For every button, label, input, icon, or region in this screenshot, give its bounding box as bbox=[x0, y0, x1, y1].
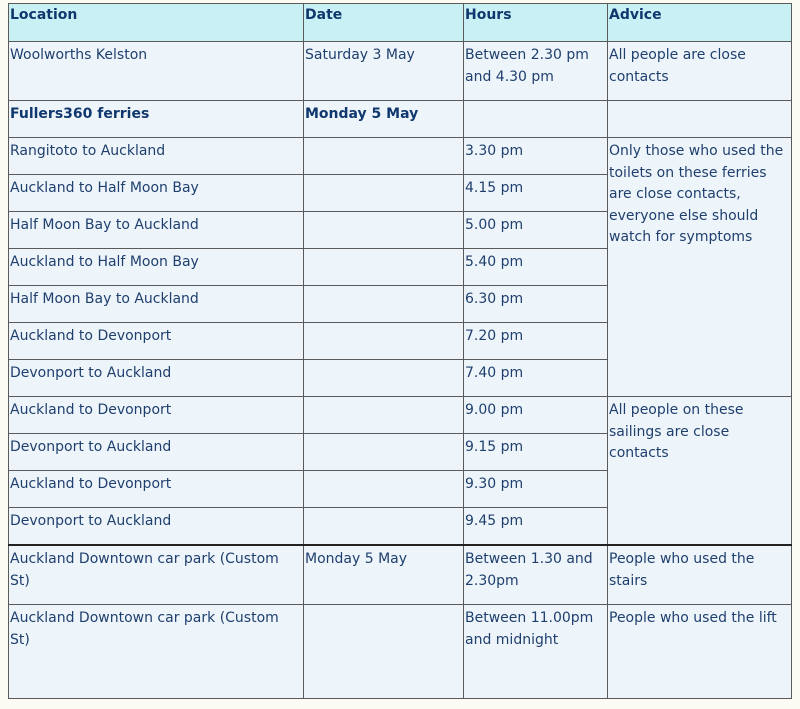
table-row bbox=[9, 397, 792, 434]
cell-hours: 6.30 pm bbox=[464, 286, 608, 323]
cell-advice: All people are close contacts bbox=[608, 42, 792, 101]
cell-date bbox=[304, 249, 464, 286]
cell-location: Half Moon Bay to Auckland bbox=[9, 286, 304, 323]
cell-hours: 9.45 pm bbox=[464, 508, 608, 546]
cell-location: Half Moon Bay to Auckland bbox=[9, 212, 304, 249]
cell-hours: 9.00 pm bbox=[464, 397, 608, 434]
cell-location: Devonport to Auckland bbox=[9, 508, 304, 546]
cell-advice bbox=[608, 101, 792, 138]
cell-hours: 9.30 pm bbox=[464, 471, 608, 508]
cell-advice: People who used the lift bbox=[608, 605, 792, 699]
cell-location: Auckland Downtown car park (Custom St) bbox=[9, 545, 304, 605]
table-row bbox=[9, 545, 792, 605]
cell-location: Woolworths Kelston bbox=[9, 42, 304, 101]
cell-location: Auckland to Devonport bbox=[9, 323, 304, 360]
cell-date: Monday 5 May bbox=[304, 545, 464, 605]
locations-of-interest-table bbox=[8, 3, 792, 699]
header-location: Location bbox=[9, 4, 304, 42]
cell-hours: Between 2.30 pm and 4.30 pm bbox=[464, 42, 608, 101]
exposure-table-container bbox=[8, 3, 792, 699]
cell-hours bbox=[464, 101, 608, 138]
header-date: Date bbox=[304, 4, 464, 42]
cell-hours: 5.00 pm bbox=[464, 212, 608, 249]
cell-location: Auckland Downtown car park (Custom St) bbox=[9, 605, 304, 699]
cell-advice: People who used the stairs bbox=[608, 545, 792, 605]
header-advice: Advice bbox=[608, 4, 792, 42]
table-row bbox=[9, 605, 792, 699]
cell-date-section: Monday 5 May bbox=[304, 101, 464, 138]
table-header-row bbox=[9, 4, 792, 42]
cell-location-section: Fullers360 ferries bbox=[9, 101, 304, 138]
cell-location: Auckland to Devonport bbox=[9, 471, 304, 508]
cell-date bbox=[304, 360, 464, 397]
cell-date bbox=[304, 471, 464, 508]
cell-advice-merged-sailings: All people on these sailings are close contacts bbox=[608, 397, 792, 546]
cell-date bbox=[304, 212, 464, 249]
cell-advice-merged-toilets: Only those who used the toilets on these ferries are close contacts, everyone else should watch for symptoms bbox=[608, 138, 792, 397]
cell-date bbox=[304, 605, 464, 699]
cell-hours: 3.30 pm bbox=[464, 138, 608, 175]
cell-location: Devonport to Auckland bbox=[9, 360, 304, 397]
cell-date bbox=[304, 508, 464, 546]
cell-date bbox=[304, 286, 464, 323]
cell-date bbox=[304, 434, 464, 471]
cell-location: Auckland to Half Moon Bay bbox=[9, 249, 304, 286]
cell-date bbox=[304, 138, 464, 175]
cell-hours: 9.15 pm bbox=[464, 434, 608, 471]
cell-hours: Between 1.30 and 2.30pm bbox=[464, 545, 608, 605]
cell-location: Auckland to Half Moon Bay bbox=[9, 175, 304, 212]
cell-date bbox=[304, 175, 464, 212]
cell-date: Saturday 3 May bbox=[304, 42, 464, 101]
table-row bbox=[9, 42, 792, 101]
cell-hours: Between 11.00pm and midnight bbox=[464, 605, 608, 699]
cell-location: Devonport to Auckland bbox=[9, 434, 304, 471]
table-section-row bbox=[9, 101, 792, 138]
cell-date bbox=[304, 323, 464, 360]
cell-location: Rangitoto to Auckland bbox=[9, 138, 304, 175]
cell-location: Auckland to Devonport bbox=[9, 397, 304, 434]
cell-hours: 7.40 pm bbox=[464, 360, 608, 397]
table-row bbox=[9, 138, 792, 175]
cell-hours: 4.15 pm bbox=[464, 175, 608, 212]
cell-date bbox=[304, 397, 464, 434]
header-hours: Hours bbox=[464, 4, 608, 42]
cell-hours: 7.20 pm bbox=[464, 323, 608, 360]
cell-hours: 5.40 pm bbox=[464, 249, 608, 286]
